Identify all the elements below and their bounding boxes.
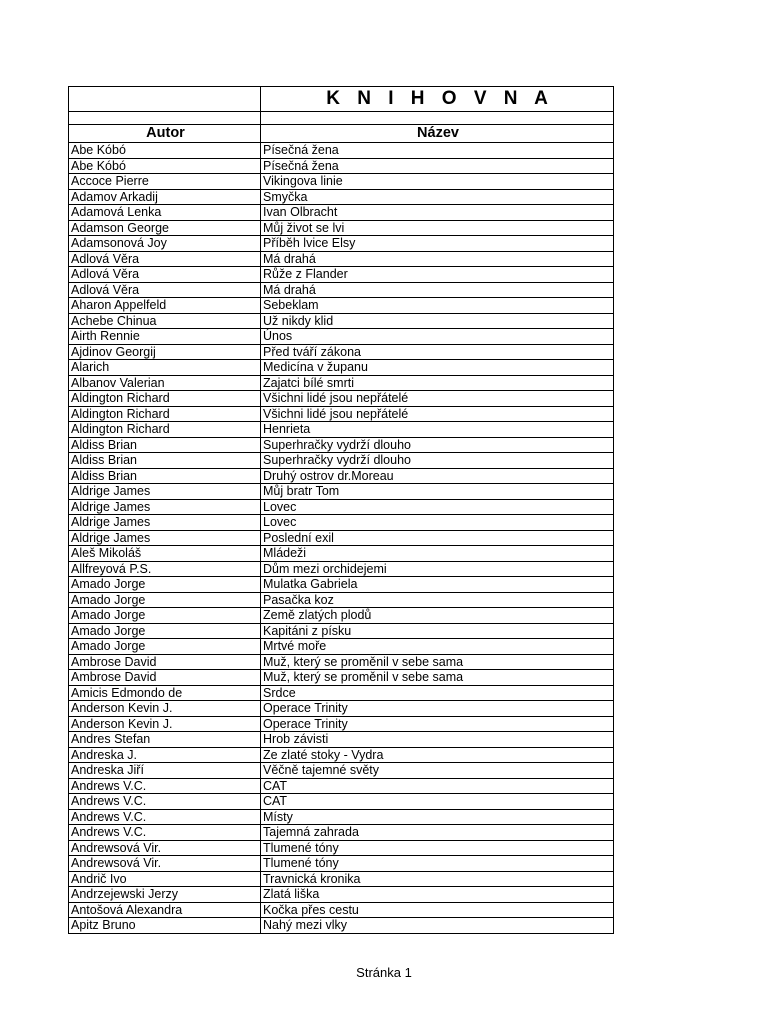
title-cell: Zlatá liška [261, 887, 614, 903]
title-cell: Země zlatých plodů [261, 608, 614, 624]
table-row [69, 391, 614, 407]
author-cell: Andrews V.C. [69, 825, 261, 841]
author-cell: Amicis Edmondo de [69, 685, 261, 701]
table-row [69, 360, 614, 376]
title-cell: Kapitáni z písku [261, 623, 614, 639]
author-cell: Adamová Lenka [69, 205, 261, 221]
title-cell: Písečná žena [261, 143, 614, 159]
table-row [69, 344, 614, 360]
title-cell: Srdce [261, 685, 614, 701]
title-cell: Smyčka [261, 189, 614, 205]
author-cell: Ambrose David [69, 670, 261, 686]
title-cell: Můj život se lvi [261, 220, 614, 236]
table-row [69, 143, 614, 159]
author-cell: Adlová Věra [69, 282, 261, 298]
table-row [69, 205, 614, 221]
author-cell: Andrič Ivo [69, 871, 261, 887]
table-row [69, 422, 614, 438]
author-cell: Adlová Věra [69, 251, 261, 267]
title-cell: Mrtvé moře [261, 639, 614, 655]
author-cell: Aldington Richard [69, 406, 261, 422]
title-cell: Únos [261, 329, 614, 345]
table-row [69, 747, 614, 763]
title-cell: Superhračky vydrží dlouho [261, 437, 614, 453]
column-header-author: Autor [69, 125, 261, 143]
title-cell: Druhý ostrov dr.Moreau [261, 468, 614, 484]
title-cell: Lovec [261, 499, 614, 515]
author-cell: Aldrige James [69, 499, 261, 515]
title-cell: Tlumené tóny [261, 840, 614, 856]
title-cell: Ze zlaté stoky - Vydra [261, 747, 614, 763]
table-row [69, 577, 614, 593]
author-cell: Andrews V.C. [69, 778, 261, 794]
author-cell: Aldrige James [69, 515, 261, 531]
title-row [69, 87, 614, 112]
author-cell: Adlová Věra [69, 267, 261, 283]
table-row [69, 716, 614, 732]
table-row [69, 251, 614, 267]
author-cell: Anderson Kevin J. [69, 701, 261, 717]
table-row [69, 701, 614, 717]
title-cell: Poslední exil [261, 530, 614, 546]
author-cell: Achebe Chinua [69, 313, 261, 329]
table-row [69, 856, 614, 872]
title-cell: Má drahá [261, 282, 614, 298]
table-row [69, 189, 614, 205]
author-cell: Abe Kóbó [69, 143, 261, 159]
title-cell: Písečná žena [261, 158, 614, 174]
table-row [69, 639, 614, 655]
title-cell: Sebeklam [261, 298, 614, 314]
author-cell: Aldiss Brian [69, 468, 261, 484]
title-cell: Už nikdy klid [261, 313, 614, 329]
title-cell: Henrieta [261, 422, 614, 438]
title-cell: CAT [261, 794, 614, 810]
table-row [69, 732, 614, 748]
title-cell: Dům mezi orchidejemi [261, 561, 614, 577]
table-row [69, 236, 614, 252]
table-row [69, 685, 614, 701]
author-cell: Andrewsová Vir. [69, 856, 261, 872]
library-table-body [69, 87, 614, 934]
table-row [69, 871, 614, 887]
author-cell: Apitz Bruno [69, 918, 261, 934]
blank-row [69, 112, 614, 125]
title-cell: Mulatka Gabriela [261, 577, 614, 593]
title-cell: Tlumené tóny [261, 856, 614, 872]
table-row [69, 484, 614, 500]
blank-cell [69, 112, 261, 125]
author-cell: Aldington Richard [69, 422, 261, 438]
page-footer: Stránka 1 [356, 965, 412, 980]
title-cell: Superhračky vydrží dlouho [261, 453, 614, 469]
author-cell: Andreska Jiří [69, 763, 261, 779]
title-cell: Vikingova linie [261, 174, 614, 190]
sheet-title: K N I H O V N A [261, 87, 614, 112]
table-row [69, 313, 614, 329]
title-cell: Ivan Olbracht [261, 205, 614, 221]
title-cell: Nahý mezi vlky [261, 918, 614, 934]
table-row [69, 174, 614, 190]
title-cell: Kočka přes cestu [261, 902, 614, 918]
author-cell: Andrzejewski Jerzy [69, 887, 261, 903]
table-row [69, 825, 614, 841]
author-cell: Antošová Alexandra [69, 902, 261, 918]
author-cell: Aldiss Brian [69, 437, 261, 453]
author-cell: Abe Kóbó [69, 158, 261, 174]
title-left-cell [69, 87, 261, 112]
title-cell: Před tváří zákona [261, 344, 614, 360]
title-cell: Místy [261, 809, 614, 825]
table-row [69, 499, 614, 515]
table-row [69, 530, 614, 546]
author-cell: Andrewsová Vir. [69, 840, 261, 856]
author-cell: Amado Jorge [69, 608, 261, 624]
table-row [69, 329, 614, 345]
table-row [69, 608, 614, 624]
title-cell: Hrob závisti [261, 732, 614, 748]
title-cell: Má drahá [261, 251, 614, 267]
author-cell: Airth Rennie [69, 329, 261, 345]
column-header-title: Název [261, 125, 614, 143]
table-row [69, 298, 614, 314]
table-row [69, 406, 614, 422]
title-cell: Všichni lidé jsou nepřátelé [261, 406, 614, 422]
table-row [69, 561, 614, 577]
title-cell: Lovec [261, 515, 614, 531]
title-cell: Tajemná zahrada [261, 825, 614, 841]
title-cell: Můj bratr Tom [261, 484, 614, 500]
author-cell: Andrews V.C. [69, 809, 261, 825]
author-cell: Aldrige James [69, 530, 261, 546]
table-row [69, 794, 614, 810]
title-cell: CAT [261, 778, 614, 794]
column-header-row [69, 125, 614, 143]
table-row [69, 220, 614, 236]
author-cell: Adamsonová Joy [69, 236, 261, 252]
title-cell: Travnická kronika [261, 871, 614, 887]
table-row [69, 887, 614, 903]
title-cell: Příběh lvice Elsy [261, 236, 614, 252]
author-cell: Aleš Mikoláš [69, 546, 261, 562]
table-row [69, 763, 614, 779]
table-row [69, 670, 614, 686]
table-row [69, 623, 614, 639]
table-row [69, 375, 614, 391]
author-cell: Amado Jorge [69, 623, 261, 639]
table-row [69, 437, 614, 453]
table-row [69, 902, 614, 918]
title-cell: Věčně tajemné světy [261, 763, 614, 779]
author-cell: Adamov Arkadij [69, 189, 261, 205]
table-row [69, 282, 614, 298]
table-row [69, 468, 614, 484]
author-cell: Andres Stefan [69, 732, 261, 748]
title-cell: Operace Trinity [261, 716, 614, 732]
table-row [69, 515, 614, 531]
author-cell: Aldiss Brian [69, 453, 261, 469]
table-row [69, 267, 614, 283]
author-cell: Andreska J. [69, 747, 261, 763]
table-row [69, 453, 614, 469]
table-row [69, 840, 614, 856]
table-row [69, 778, 614, 794]
author-cell: Alarich [69, 360, 261, 376]
author-cell: Anderson Kevin J. [69, 716, 261, 732]
table-row [69, 546, 614, 562]
title-cell: Pasačka koz [261, 592, 614, 608]
author-cell: Amado Jorge [69, 639, 261, 655]
blank-cell [261, 112, 614, 125]
table-row [69, 918, 614, 934]
author-cell: Amado Jorge [69, 592, 261, 608]
author-cell: Aldington Richard [69, 391, 261, 407]
table-row [69, 592, 614, 608]
title-cell: Medicína v županu [261, 360, 614, 376]
author-cell: Accoce Pierre [69, 174, 261, 190]
title-cell: Všichni lidé jsou nepřátelé [261, 391, 614, 407]
author-cell: Adamson George [69, 220, 261, 236]
author-cell: Albanov Valerian [69, 375, 261, 391]
author-cell: Amado Jorge [69, 577, 261, 593]
title-cell: Mládeži [261, 546, 614, 562]
table-row [69, 809, 614, 825]
table-row [69, 158, 614, 174]
author-cell: Ambrose David [69, 654, 261, 670]
author-cell: Aharon Appelfeld [69, 298, 261, 314]
title-cell: Muž, který se proměnil v sebe sama [261, 654, 614, 670]
author-cell: Ajdinov Georgij [69, 344, 261, 360]
author-cell: Aldrige James [69, 484, 261, 500]
table-row [69, 654, 614, 670]
title-cell: Muž, který se proměnil v sebe sama [261, 670, 614, 686]
title-cell: Zajatci bílé smrti [261, 375, 614, 391]
library-table [68, 86, 614, 934]
author-cell: Allfreyová P.S. [69, 561, 261, 577]
author-cell: Andrews V.C. [69, 794, 261, 810]
title-cell: Operace Trinity [261, 701, 614, 717]
title-cell: Růže z Flander [261, 267, 614, 283]
